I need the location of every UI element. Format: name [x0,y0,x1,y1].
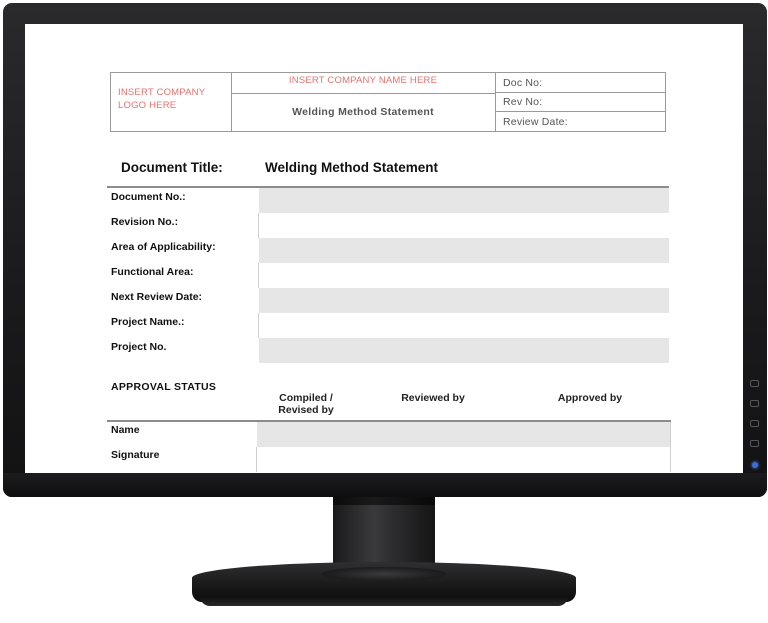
info-row [107,288,669,313]
monitor-neck-shadow [333,497,435,505]
info-value-field[interactable] [259,213,669,238]
company-cell [231,73,496,131]
monitor-side-button[interactable] [750,400,759,407]
monitor-side-button[interactable] [750,420,759,427]
info-label: Project No. [111,341,167,353]
info-row [107,263,669,288]
approval-status-heading: APPROVAL STATUS [111,381,217,393]
column-header-compiled: Compiled / Revised by [278,392,334,416]
info-value-field[interactable] [259,188,669,213]
info-label: Revision No.: [111,216,179,228]
approval-right-border [670,447,671,472]
document-header-table [110,72,666,132]
doc-meta-cell [495,73,665,131]
monitor-screen [25,24,743,473]
approval-right-border [670,422,671,447]
info-value-field[interactable] [259,313,669,338]
info-label: Functional Area: [111,266,194,278]
approval-row-label: Name [111,424,140,436]
power-led-icon[interactable] [752,462,758,468]
info-row [107,313,669,338]
approval-row [107,422,671,447]
info-row [107,213,669,238]
review-date-row [495,111,665,132]
document-title-value: Welding Method Statement [265,160,439,175]
logo-cell [111,73,232,131]
rev-no-label: Rev No: [503,96,543,108]
doc-no-row [495,73,665,92]
monitor-side-button[interactable] [750,380,759,387]
approval-signature-field[interactable] [257,447,671,472]
monitor-side-button[interactable] [750,440,759,447]
rev-no-row [495,92,665,112]
info-row [107,188,669,213]
info-value-field[interactable] [259,263,669,288]
company-name-row [231,73,495,94]
info-label: Document No.: [111,191,186,203]
logo-placeholder: INSERT COMPANY LOGO HERE [118,87,206,111]
info-label: Project Name.: [111,316,185,328]
info-row [107,338,669,363]
approval-row-label: Signature [111,449,160,461]
column-header-approved: Approved by [557,392,623,404]
monitor-base-edge [200,596,568,606]
document-info-table [107,186,669,363]
monitor-base-hole [322,567,446,581]
doc-no-label: Doc No: [503,77,543,89]
monitor-bezel-chin [3,473,767,497]
info-value-field[interactable] [259,238,669,263]
company-name-placeholder: INSERT COMPANY NAME HERE [288,75,438,86]
info-row [107,238,669,263]
header-subtitle: Welding Method Statement [292,106,434,118]
review-date-label: Review Date: [503,116,568,128]
info-label: Next Review Date: [111,291,203,303]
approval-table [107,420,671,472]
info-label: Area of Applicability: [111,241,216,253]
info-value-field[interactable] [259,338,669,363]
document-title-label: Document Title: [121,160,223,175]
approval-row [107,447,671,472]
approval-name-field[interactable] [257,422,671,447]
column-header-reviewed: Reviewed by [401,392,465,404]
info-value-field[interactable] [259,288,669,313]
